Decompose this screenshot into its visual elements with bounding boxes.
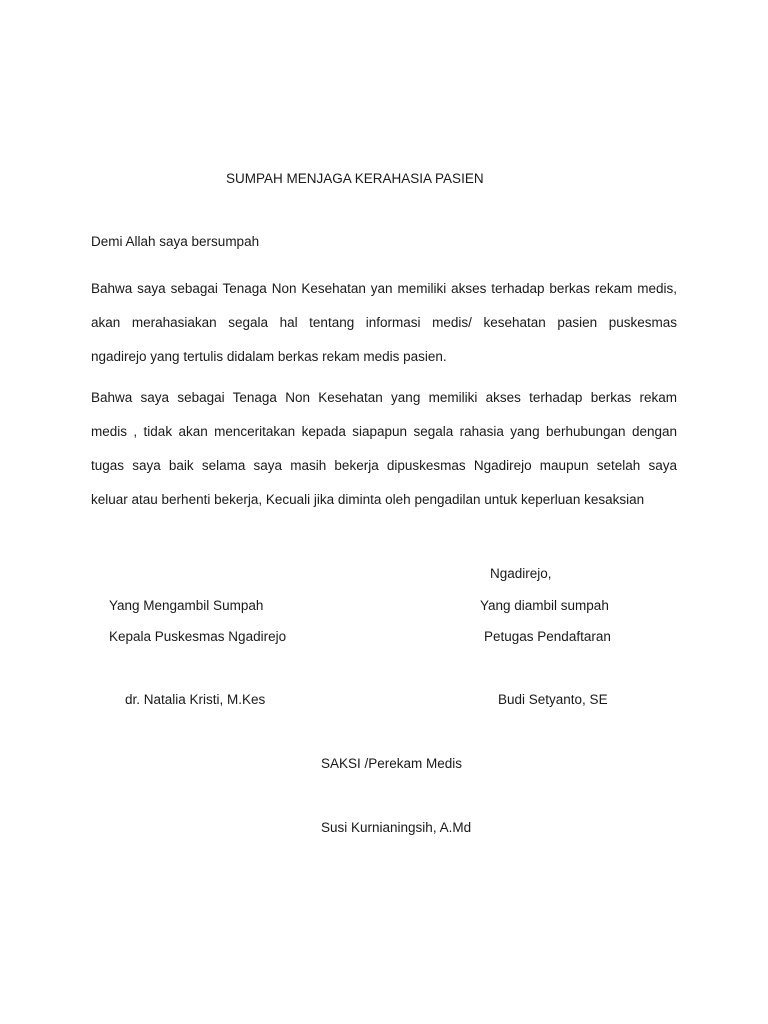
left-signatory-role: Yang Mengambil Sumpah (109, 598, 264, 613)
paragraph-1-line-2: akan merahasiakan segala hal tentang informasi medis/ kesehatan pasien puskesmas (91, 315, 677, 330)
paragraph-1 (91, 281, 677, 383)
witness-name: Susi Kurnianingsih, A.Md (321, 820, 472, 835)
paragraph-2-line-3: tugas saya baik selama saya masih bekerja dipuskesmas Ngadirejo maupun setelah saya (91, 458, 677, 473)
paragraph-1-line-3: ngadirejo yang tertulis didalam berkas rekam medis pasien. (91, 349, 447, 364)
left-signatory-name: dr. Natalia Kristi, M.Kes (125, 692, 266, 707)
document-title: SUMPAH MENJAGA KERAHASIA PASIEN (226, 171, 484, 186)
left-signatory-position: Kepala Puskesmas Ngadirejo (109, 629, 287, 644)
paragraph-2-line-4: keluar atau berhenti bekerja, Kecuali jika diminta oleh pengadilan untuk keperluan kesaksian (91, 492, 645, 507)
paragraph-2 (91, 390, 677, 526)
opening-statement: Demi Allah saya bersumpah (91, 234, 260, 249)
paragraph-2-line-2: medis , tidak akan menceritakan kepada siapapun segala rahasia yang berhubungan dengan (91, 424, 677, 439)
right-signatory-name: Budi Setyanto, SE (498, 692, 608, 707)
paragraph-2-line-1: Bahwa saya sebagai Tenaga Non Kesehatan yang memiliki akses terhadap berkas rekam (91, 390, 677, 405)
right-signatory-role: Yang diambil sumpah (480, 598, 609, 613)
place-date: Ngadirejo, (490, 566, 552, 581)
paragraph-1-line-1: Bahwa saya sebagai Tenaga Non Kesehatan yan memiliki akses terhadap berkas rekam medis, (91, 281, 677, 296)
right-signatory-position: Petugas Pendaftaran (484, 629, 611, 644)
witness-label: SAKSI /Perekam Medis (321, 756, 463, 771)
